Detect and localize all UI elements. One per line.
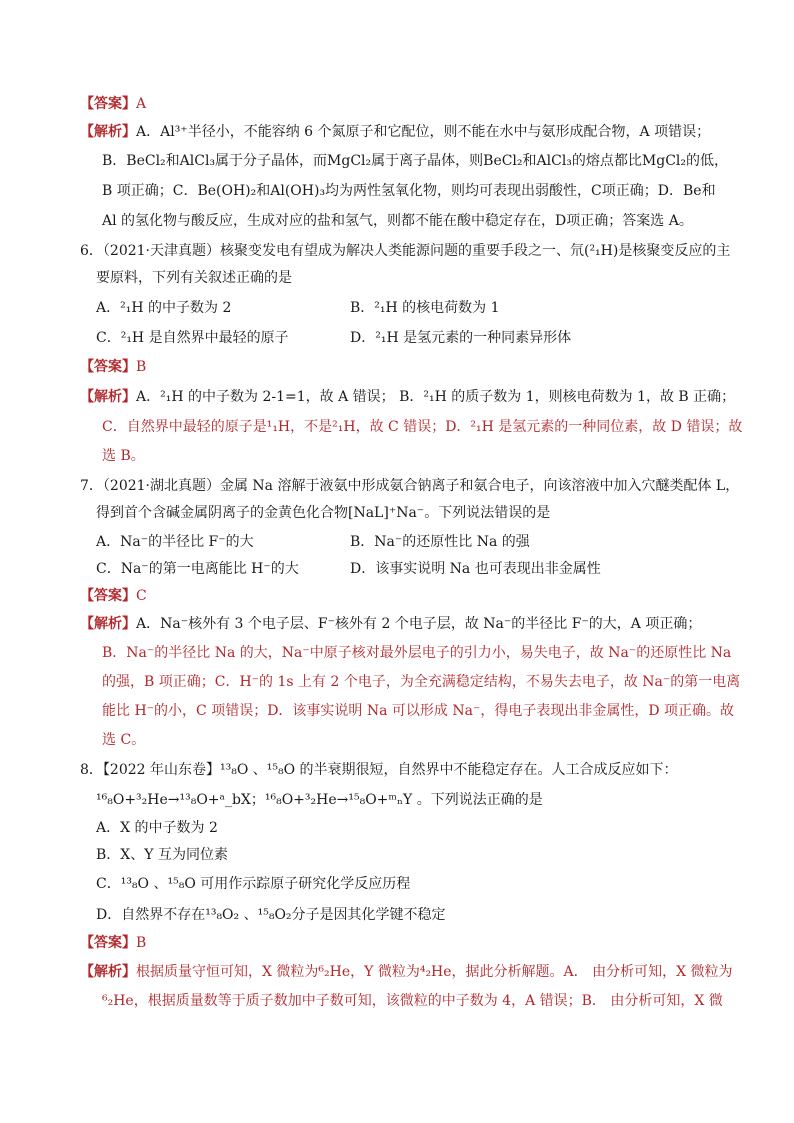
q7-answer-line bbox=[80, 586, 147, 606]
q6-option-b: B．²₁H 的核电荷数为 1 bbox=[350, 300, 500, 316]
q8-stem-line-1: 8．【2022 年山东卷】¹³₈O 、¹⁵₈O 的半衰期很短，自然界中不能稳定存在。人工合成反应如下： bbox=[80, 762, 678, 778]
q8-option-c: C．¹³₈O 、¹⁵₈O 可用作示踪原子研究化学反应历程 bbox=[96, 876, 411, 892]
q7-stem-line-1: 7．（2021·湖北真题）金属 Na 溶解于液氨中形成氨合钠离子和氨合电子，向该溶液中加入穴醚类配体 L， bbox=[80, 478, 740, 494]
q8-option-b: B．X、Y 互为同位素 bbox=[96, 847, 228, 863]
q6-stem-line-1: 6．（2021·天津真题）核聚变发电有望成为解决人类能源问题的重要手段之一、氘(²₁H)是核聚变反应的主 bbox=[80, 243, 731, 259]
q7-analysis-line-4: 能比 H⁻的小，C 项错误；D．该事实说明 Na 可以形成 Na⁻，得电子表现出非金属性，D 项正确。故 bbox=[102, 703, 735, 719]
q6-analysis-line-3: 选 B。 bbox=[102, 448, 145, 464]
q6-analysis-line-1 bbox=[80, 387, 735, 407]
analysis-text: 根据质量守恒可知，X 微粒为⁶₂He，Y 微粒为⁴₂He，据此分析解题。A． 由分析可知，X 微粒为 bbox=[136, 964, 733, 980]
q5-analysis-line-4: Al 的氢化物与酸反应，生成对应的盐和氢气，则都不能在酸中稳定存在，D项正确；答案选 A。 bbox=[102, 213, 693, 229]
q7-option-b: B．Na⁻的还原性比 Na 的强 bbox=[350, 534, 530, 550]
answer-tag: 【答案】 bbox=[80, 96, 136, 112]
answer-value: B bbox=[136, 935, 147, 951]
answer-tag: 【答案】 bbox=[80, 359, 136, 375]
q8-analysis-line-2: ⁶₂He，根据质量数等于质子数加中子数可知，该微粒的中子数为 4，A 错误；B． 由分析可知，X 微 bbox=[102, 993, 723, 1009]
q8-stem-line-2: ¹⁶₈O+³₂He→¹³₈O+ᵃ_bX；¹⁶₈O+³₂He→¹⁵₈O+ᵐₙY 。下列说法正确的是 bbox=[96, 792, 543, 808]
analysis-text: A．Na⁻核外有 3 个电子层、F⁻核外有 2 个电子层，故 Na⁻的半径比 F⁻的大，A 项正确； bbox=[136, 616, 702, 632]
analysis-tag: 【解析】 bbox=[80, 124, 136, 140]
q6-stem-line-2: 要原料，下列有关叙述正确的是 bbox=[96, 270, 292, 286]
q8-analysis-line-1 bbox=[80, 962, 733, 982]
q7-analysis-line-5: 选 C。 bbox=[102, 732, 146, 748]
q5-analysis-line-3: B 项正确；C．Be(OH)₂和Al(OH)₃均为两性氢氧化物，则均可表现出弱酸性，C项正确；D．Be和 bbox=[102, 183, 716, 199]
q5-analysis-line-2: B．BeCl₂和AlCl₃属于分子晶体，而MgCl₂属于离子晶体，则BeCl₂和AlCl₃的熔点都比MgCl₂的低， bbox=[102, 153, 729, 169]
q7-analysis-line-2: B．Na⁻的半径比 Na 的大，Na⁻中原子核对最外层电子的引力小，易失电子，故 Na⁻的还原性比 Na bbox=[102, 645, 732, 661]
q7-option-d: D．该事实说明 Na 也可表现出非金属性 bbox=[350, 561, 601, 577]
q6-answer-line bbox=[80, 357, 146, 377]
q5-analysis-line-1 bbox=[80, 122, 710, 142]
q6-option-c: C．²₁H 是自然界中最轻的原子 bbox=[96, 330, 289, 346]
q5-answer-line bbox=[80, 94, 146, 114]
answer-value: C bbox=[136, 588, 147, 604]
answer-tag: 【答案】 bbox=[80, 935, 136, 951]
q7-analysis-line-3: 的强，B 项正确；C．H⁻的 1s 上有 2 个电子，为全充满稳定结构，不易失去电子，故 Na⁻的第一电离 bbox=[102, 674, 741, 690]
analysis-text: A．Al³⁺半径小，不能容纳 6 个氮原子和它配位，则不能在水中与氨形成配合物，A 项错误； bbox=[136, 124, 711, 140]
q7-analysis-line-1 bbox=[80, 614, 701, 634]
analysis-tag: 【解析】 bbox=[80, 616, 136, 632]
q6-option-a: A．²₁H 的中子数为 2 bbox=[96, 300, 232, 316]
answer-tag: 【答案】 bbox=[80, 588, 136, 604]
q8-option-d: D．自然界不存在¹³₈O₂ 、¹⁵₈O₂分子是因其化学键不稳定 bbox=[96, 907, 446, 923]
q8-answer-line bbox=[80, 933, 146, 953]
analysis-tag: 【解析】 bbox=[80, 389, 136, 405]
q7-option-c: C．Na⁻的第一电离能比 H⁻的大 bbox=[96, 561, 299, 577]
analysis-text: A．²₁H 的中子数为 2-1=1，故 A 错误； B．²₁H 的质子数为 1，则核电荷数为 1，故 B 正确； bbox=[136, 389, 736, 405]
analysis-tag: 【解析】 bbox=[80, 964, 136, 980]
q6-analysis-line-2: C．自然界中最轻的原子是¹₁H，不是²₁H，故 C 错误；D．²₁H 是氢元素的一种同位素，故 D 错误；故 bbox=[102, 419, 743, 435]
answer-value: B bbox=[136, 359, 147, 375]
q6-option-d: D．²₁H 是氢元素的一种同素异形体 bbox=[350, 330, 572, 346]
answer-value: A bbox=[136, 96, 147, 112]
q7-option-a: A．Na⁻的半径比 F⁻的大 bbox=[96, 534, 254, 550]
q7-stem-line-2: 得到首个含碱金属阴离子的金黄色化合物[NaL]⁺Na⁻。下列说法错误的是 bbox=[96, 505, 551, 521]
q8-option-a: A．X 的中子数为 2 bbox=[96, 820, 218, 836]
